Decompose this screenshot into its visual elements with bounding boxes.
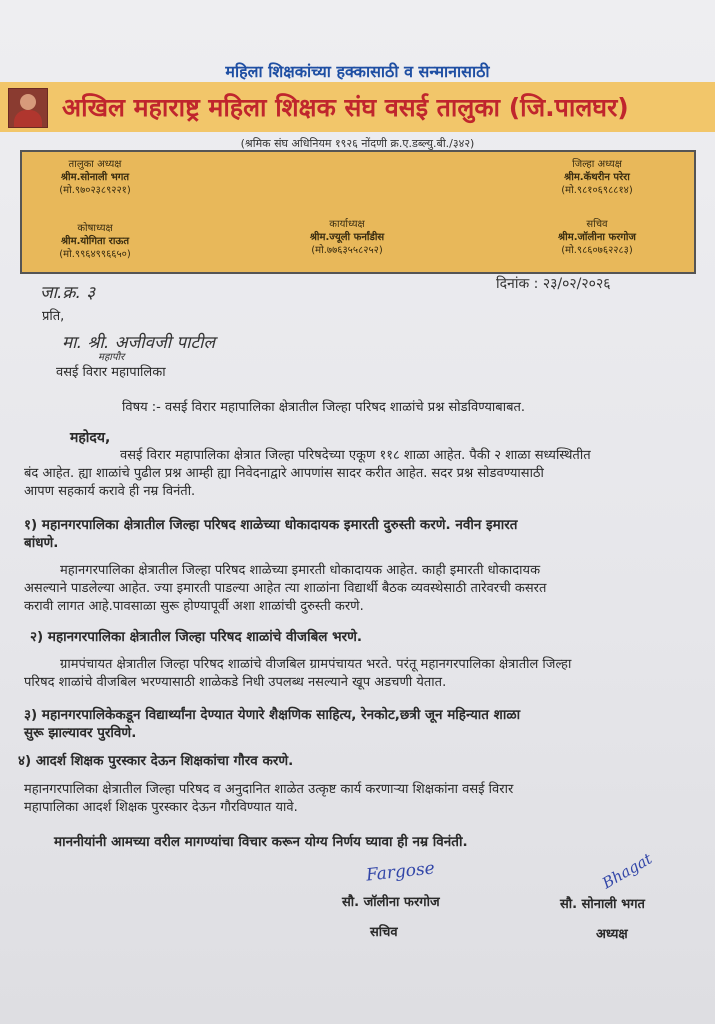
heading-line: ४) आदर्श शिक्षक पुरस्कार देऊन शिक्षकांचा गौरव करणे.: [18, 753, 294, 769]
paragraph-line: करावी लागत आहे.पावसाळा सुरू होण्यापूर्वी अशा शाळांची दुरुस्ती करणे.: [24, 599, 364, 614]
org-name: अखिल महाराष्ट्र महिला शिक्षक संघ वसई तालुका (जि.पालघर): [62, 93, 629, 122]
office-bearer-name: श्रीम.जॉलीना फरगोज: [558, 232, 636, 243]
office-bearer-role: जिल्हा अध्यक्ष: [572, 159, 622, 170]
paragraph-line: बंद आहेत. ह्या शाळांचे पुढील प्रश्न आम्ही ह्या निवेदनाद्वारे आपणांस सादर करीत आहेत. सदर प्रश्न सोडवण्यासाठी: [24, 466, 544, 481]
founder-photo: [8, 88, 48, 128]
office-bearer-secretary: [522, 218, 672, 257]
point-2-heading: [30, 628, 362, 646]
subject-line: विषय :- वसई विरार महापालिका क्षेत्रातील जिल्हा परिषद शाळांचे प्रश्न सोडविण्याबाबत.: [122, 400, 526, 415]
office-bearer-district-president: [522, 158, 672, 197]
office-bearer-taluka-president: [30, 158, 160, 197]
office-bearer-name: श्रीम.योगिता राऊत: [60, 236, 130, 247]
paragraph-line: महापालिका आदर्श शिक्षक पुरस्कार देऊन गौरविण्यात यावे.: [24, 800, 298, 815]
office-bearer-name: श्रीम.कॅथरीन परेरा: [564, 172, 630, 183]
heading-line: ३) महानगरपालिकेकडून विद्यार्थ्यांना देण्यात येणारे शैक्षणिक साहित्य, रेनकोट,छत्री जून महिन्यात शाळा: [24, 707, 521, 723]
salutation: महोदय,: [70, 430, 111, 446]
president-title: अध्यक्ष: [596, 927, 628, 942]
office-bearer-phone: (मो.७७६३५५८२५२): [311, 245, 383, 256]
office-bearer-role: कार्याध्यक्ष: [329, 219, 365, 230]
heading-line: २) महानगरपालिका क्षेत्रातील जिल्हा परिषद शाळांचे वीजबिल भरणे.: [30, 629, 363, 645]
paragraph-line: असल्याने पाडलेल्या आहेत. ज्या इमारती पाडल्या आहेत त्या शाळांना विद्यार्थी बैठक व्यवस्थेसाठी तारेवरची कसरत: [24, 581, 547, 596]
point-3-heading: [24, 706, 520, 742]
point-1-heading: [24, 516, 517, 552]
president-signature: Bhagat: [599, 849, 656, 893]
secretary-signature: Fargose: [365, 858, 436, 886]
recipient-name: मा. श्री. अजीवजी पाटील: [62, 333, 216, 353]
org-banner: [0, 82, 715, 132]
reference-number: जा.क्र. ३: [40, 283, 96, 303]
secretary-name: सौ. जॉलीना फरगोज: [342, 895, 440, 910]
office-bearer-role: सचिव: [586, 219, 608, 230]
heading-line: सुरू झाल्यावर पुरविणे.: [24, 725, 137, 741]
point-2-body: [24, 656, 571, 692]
paragraph-line: आपण सहकार्य करावे ही नम्र विनंती.: [24, 484, 196, 499]
office-bearer-name: श्रीम.सोनाली भगत: [60, 172, 130, 183]
letter-date: दिनांक : २३/०२/२०२६: [496, 276, 611, 292]
president-name: सौ. सोनाली भगत: [560, 897, 645, 912]
office-bearer-treasurer: [30, 222, 160, 261]
registration-line: (श्रमिक संघ अधिनियम १९२६ नोंदणी क्र.ए.डब्ल्यु.बी./३४२): [240, 137, 475, 150]
office-bearer-phone: (मो.९८६०७६२२८३): [561, 245, 633, 256]
office-bearer-phone: (मो.९७०२३८९२२१): [59, 185, 131, 196]
office-bearer-working-president: [262, 218, 432, 257]
office-bearer-phone: (मो.९९६४९९६६५०): [59, 249, 131, 260]
office-bearer-role: कोषाध्यक्ष: [77, 223, 113, 234]
closing-line: माननीयांनी आमच्या वरील मागण्यांचा विचार करून योग्य निर्णय घ्यावा ही नम्र विनंती.: [54, 834, 468, 850]
to-line: प्रति,: [42, 309, 65, 324]
paragraph-line: ग्रामपंचायत क्षेत्रातील जिल्हा परिषद शाळांचे वीजबिल ग्रामपंचायत भरते. परंतू महानगरपालिका क्षेत्रातील जिल्हा: [60, 657, 572, 672]
paragraph-line: महानगरपालिका क्षेत्रातील जिल्हा परिषद शाळेच्या इमारती धोकादायक आहेत. काही इमारती धोकादायक: [60, 563, 541, 578]
point-4-body: [24, 781, 513, 817]
point-4-heading: [18, 752, 293, 770]
office-bearer-name: श्रीम.ज्यूली फर्नांडीस: [309, 232, 385, 243]
tagline: महिला शिक्षकांच्या हक्कासाठी व सन्मानासाठी: [225, 62, 490, 81]
paragraph-line: महानगरपालिका क्षेत्रातील जिल्हा परिषद व अनुदानित शाळेत उत्कृष्ट कार्य करणाऱ्या शिक्षकांना वसई विरार: [24, 782, 514, 797]
secretary-title: सचिव: [370, 925, 398, 940]
intro-paragraph: [24, 447, 591, 501]
heading-line: बांधणे.: [24, 535, 59, 551]
office-bearers-box: [20, 150, 696, 274]
recipient-office: वसई विरार महापालिका: [56, 365, 166, 380]
paragraph-line: परिषद शाळांचे वीजबिल भरण्यासाठी शाळेकडे निधी उपलब्ध नसल्याने खूप अडचणी येतात.: [24, 675, 447, 690]
office-bearer-role: तालुका अध्यक्ष: [68, 159, 122, 170]
office-bearer-phone: (मो.९८१०६९८८१४): [561, 185, 633, 196]
paragraph-line: वसई विरार महापालिका क्षेत्रात जिल्हा परिषदेच्या एकूण ११८ शाळा आहेत. पैकी २ शाळा सध्यस्थितीत: [120, 448, 591, 463]
recipient-designation-insert: महापौर: [98, 352, 125, 363]
point-1-body: [24, 562, 546, 616]
heading-line: १) महानगरपालिका क्षेत्रातील जिल्हा परिषद शाळेच्या धोकादायक इमारती दुरुस्ती करणे. नवीन इमारत: [24, 517, 518, 533]
